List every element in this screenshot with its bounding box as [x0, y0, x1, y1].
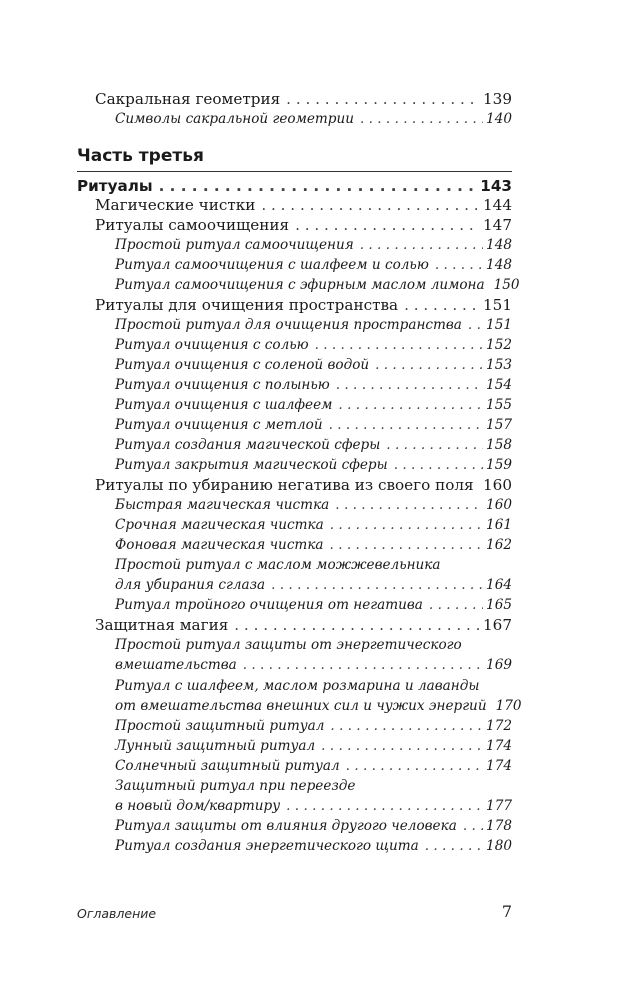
leader-dots — [330, 517, 483, 533]
leader-dots — [386, 437, 483, 453]
toc-entry-page: 147 — [483, 216, 512, 234]
leader-dots — [336, 377, 483, 393]
toc-entry-title: Ритуал тройного очищения от негатива — [115, 597, 423, 613]
toc-entry — [115, 337, 512, 353]
toc-entry — [95, 296, 512, 314]
toc-entry-page: 167 — [483, 616, 512, 634]
toc-entry-page: 153 — [486, 357, 512, 373]
toc-entry-page: 174 — [486, 758, 512, 774]
toc-entry — [115, 818, 512, 834]
toc-entry — [115, 517, 512, 533]
toc-entry-page: 143 — [480, 177, 512, 195]
leader-dots — [261, 196, 480, 214]
leader-dots — [435, 257, 483, 273]
toc-entry — [115, 277, 520, 293]
toc-entry — [115, 437, 512, 453]
toc-entry-page: 162 — [486, 537, 512, 553]
toc-entry — [115, 718, 512, 734]
toc-entry-title: Ритуал очищения с метлой — [115, 417, 323, 433]
toc-entry-title: для убирания сглаза — [115, 577, 266, 593]
toc-entry — [115, 537, 512, 553]
toc-entry-page: 160 — [483, 476, 512, 494]
toc-entry-title: Сакральная геометрия — [95, 90, 281, 108]
toc-entry — [115, 377, 512, 393]
toc-entry-page: 177 — [486, 798, 512, 814]
toc-entry-page: 140 — [486, 111, 512, 127]
toc-entry — [115, 738, 512, 754]
leader-dots — [330, 718, 483, 734]
toc-entry-page: 161 — [486, 517, 512, 533]
leader-dots — [360, 237, 483, 253]
toc-entry-title: Ритуал закрытия магической сферы — [115, 457, 388, 473]
leader-dots — [375, 357, 483, 373]
toc-entry — [115, 457, 512, 473]
toc-entry-title: Защитная магия — [95, 616, 229, 634]
leader-dots — [315, 337, 483, 353]
leader-dots — [329, 417, 483, 433]
toc-entry-title: Ритуалы по убиранию негатива из своего поля — [95, 476, 474, 494]
leader-dots — [234, 616, 480, 634]
toc-entry-page: 155 — [486, 397, 512, 413]
toc-entry-title: Простой защитный ритуал — [115, 718, 325, 734]
leader-dots — [360, 111, 483, 127]
toc-entry-title: Солнечный защитный ритуал — [115, 758, 340, 774]
leader-dots — [429, 597, 483, 613]
toc-entry-title-line1: Ритуал с шалфеем, маслом розмарина и лаванды — [115, 678, 480, 694]
toc-entry — [115, 597, 512, 613]
toc-entry-title: Фоновая магическая чистка — [115, 537, 324, 553]
toc-entry — [115, 497, 512, 513]
toc-entry-title: Ритуал самоочищения с шалфеем и солью — [115, 257, 429, 273]
toc-entry — [115, 111, 512, 127]
toc-entry-page: 154 — [486, 377, 512, 393]
leader-dots — [243, 657, 483, 673]
leader-dots — [394, 457, 483, 473]
part-heading: Часть третья — [77, 146, 204, 166]
toc-entry — [115, 577, 512, 593]
toc-entry-page: 169 — [486, 657, 512, 673]
toc-entry-title: Ритуал создания магической сферы — [115, 437, 381, 453]
toc-entry-page: 151 — [486, 317, 512, 333]
toc-entry-title: Срочная магическая чистка — [115, 517, 324, 533]
toc-entry-page: 144 — [483, 196, 512, 214]
running-footer-section: Оглавление — [77, 906, 157, 921]
leader-dots — [295, 216, 480, 234]
toc-entry-page: 151 — [483, 296, 512, 314]
toc-entry — [95, 616, 512, 634]
toc-entry-page: 158 — [486, 437, 512, 453]
toc-entry-page: 170 — [495, 698, 522, 714]
leader-dots — [330, 537, 484, 553]
toc-entry — [115, 397, 512, 413]
leader-dots — [286, 90, 480, 108]
leader-dots — [286, 798, 483, 814]
toc-entry-title: вмешательства — [115, 657, 237, 673]
toc-entry-page: 157 — [486, 417, 512, 433]
leader-dots — [159, 177, 478, 195]
toc-entry-page: 165 — [486, 597, 512, 613]
toc-entry-page: 148 — [486, 257, 512, 273]
toc-entry-title: Ритуал создания энергетического щита — [115, 838, 419, 854]
toc-entry-page: 174 — [486, 738, 512, 754]
leader-dots — [463, 818, 483, 834]
toc-entry-title: Лунный защитный ритуал — [115, 738, 316, 754]
toc-entry — [115, 317, 512, 333]
toc-entry-title: Ритуалы — [77, 177, 153, 195]
toc-entry — [115, 357, 512, 373]
toc-entry — [115, 257, 512, 273]
toc-entry-page: 172 — [486, 718, 512, 734]
toc-entry-page: 150 — [493, 277, 520, 293]
toc-entry — [95, 476, 512, 494]
toc-entry-title: Ритуал защиты от влияния другого человека — [115, 818, 457, 834]
toc-entry — [77, 177, 512, 195]
heading-rule — [77, 171, 512, 172]
toc-entry-title: Ритуал очищения с шалфеем — [115, 397, 333, 413]
toc-entry — [95, 90, 512, 108]
toc-entry-title-line1: Защитный ритуал при переезде — [115, 778, 356, 794]
leader-dots — [271, 577, 483, 593]
leader-dots — [321, 738, 483, 754]
leader-dots — [468, 317, 483, 333]
toc-entry-title: Быстрая магическая чистка — [115, 497, 330, 513]
toc-entry — [115, 758, 512, 774]
toc-entry-page: 178 — [486, 818, 512, 834]
toc-entry-page: 139 — [483, 90, 512, 108]
toc-entry-title: Ритуал самоочищения с эфирным маслом лимона — [115, 277, 485, 293]
toc-entry — [95, 196, 512, 214]
toc-entry-title: в новый дом/квартиру — [115, 798, 281, 814]
leader-dots — [404, 296, 480, 314]
leader-dots — [425, 838, 483, 854]
toc-entry-title: Простой ритуал для очищения пространства — [115, 317, 462, 333]
toc-entry-page: 164 — [486, 577, 512, 593]
toc-entry-page: 160 — [486, 497, 512, 513]
toc-entry — [115, 657, 512, 673]
toc-entry-title: от вмешательства внешних сил и чужих энергий — [115, 698, 487, 714]
toc-entry-title-line1: Простой ритуал с маслом можжевельника — [115, 557, 441, 573]
toc-entry-title-line1: Простой ритуал защиты от энергетического — [115, 637, 462, 653]
page-number: 7 — [501, 902, 512, 921]
leader-dots — [338, 397, 483, 413]
toc-entry-title: Ритуал очищения с солью — [115, 337, 309, 353]
toc-entry-title: Ритуалы для очищения пространства — [95, 296, 399, 314]
leader-dots — [335, 497, 483, 513]
toc-entry-title: Ритуал очищения с соленой водой — [115, 357, 370, 373]
toc-entry-title: Ритуал очищения с полынью — [115, 377, 330, 393]
toc-entry-title: Простой ритуал самоочищения — [115, 237, 354, 253]
toc-entry-page: 180 — [486, 838, 512, 854]
toc-entry-title: Магические чистки — [95, 196, 256, 214]
toc-entry-title: Ритуалы самоочищения — [95, 216, 290, 234]
toc-entry — [115, 838, 512, 854]
toc-entry-page: 152 — [486, 337, 512, 353]
toc-entry — [115, 698, 522, 714]
toc-entry-page: 159 — [486, 457, 512, 473]
toc-entry — [115, 237, 512, 253]
toc-entry — [115, 417, 512, 433]
toc-entry — [95, 216, 512, 234]
toc-entry — [115, 798, 512, 814]
toc-entry-page: 148 — [486, 237, 512, 253]
toc-entry-title: Символы сакральной геометрии — [115, 111, 354, 127]
leader-dots — [346, 758, 483, 774]
